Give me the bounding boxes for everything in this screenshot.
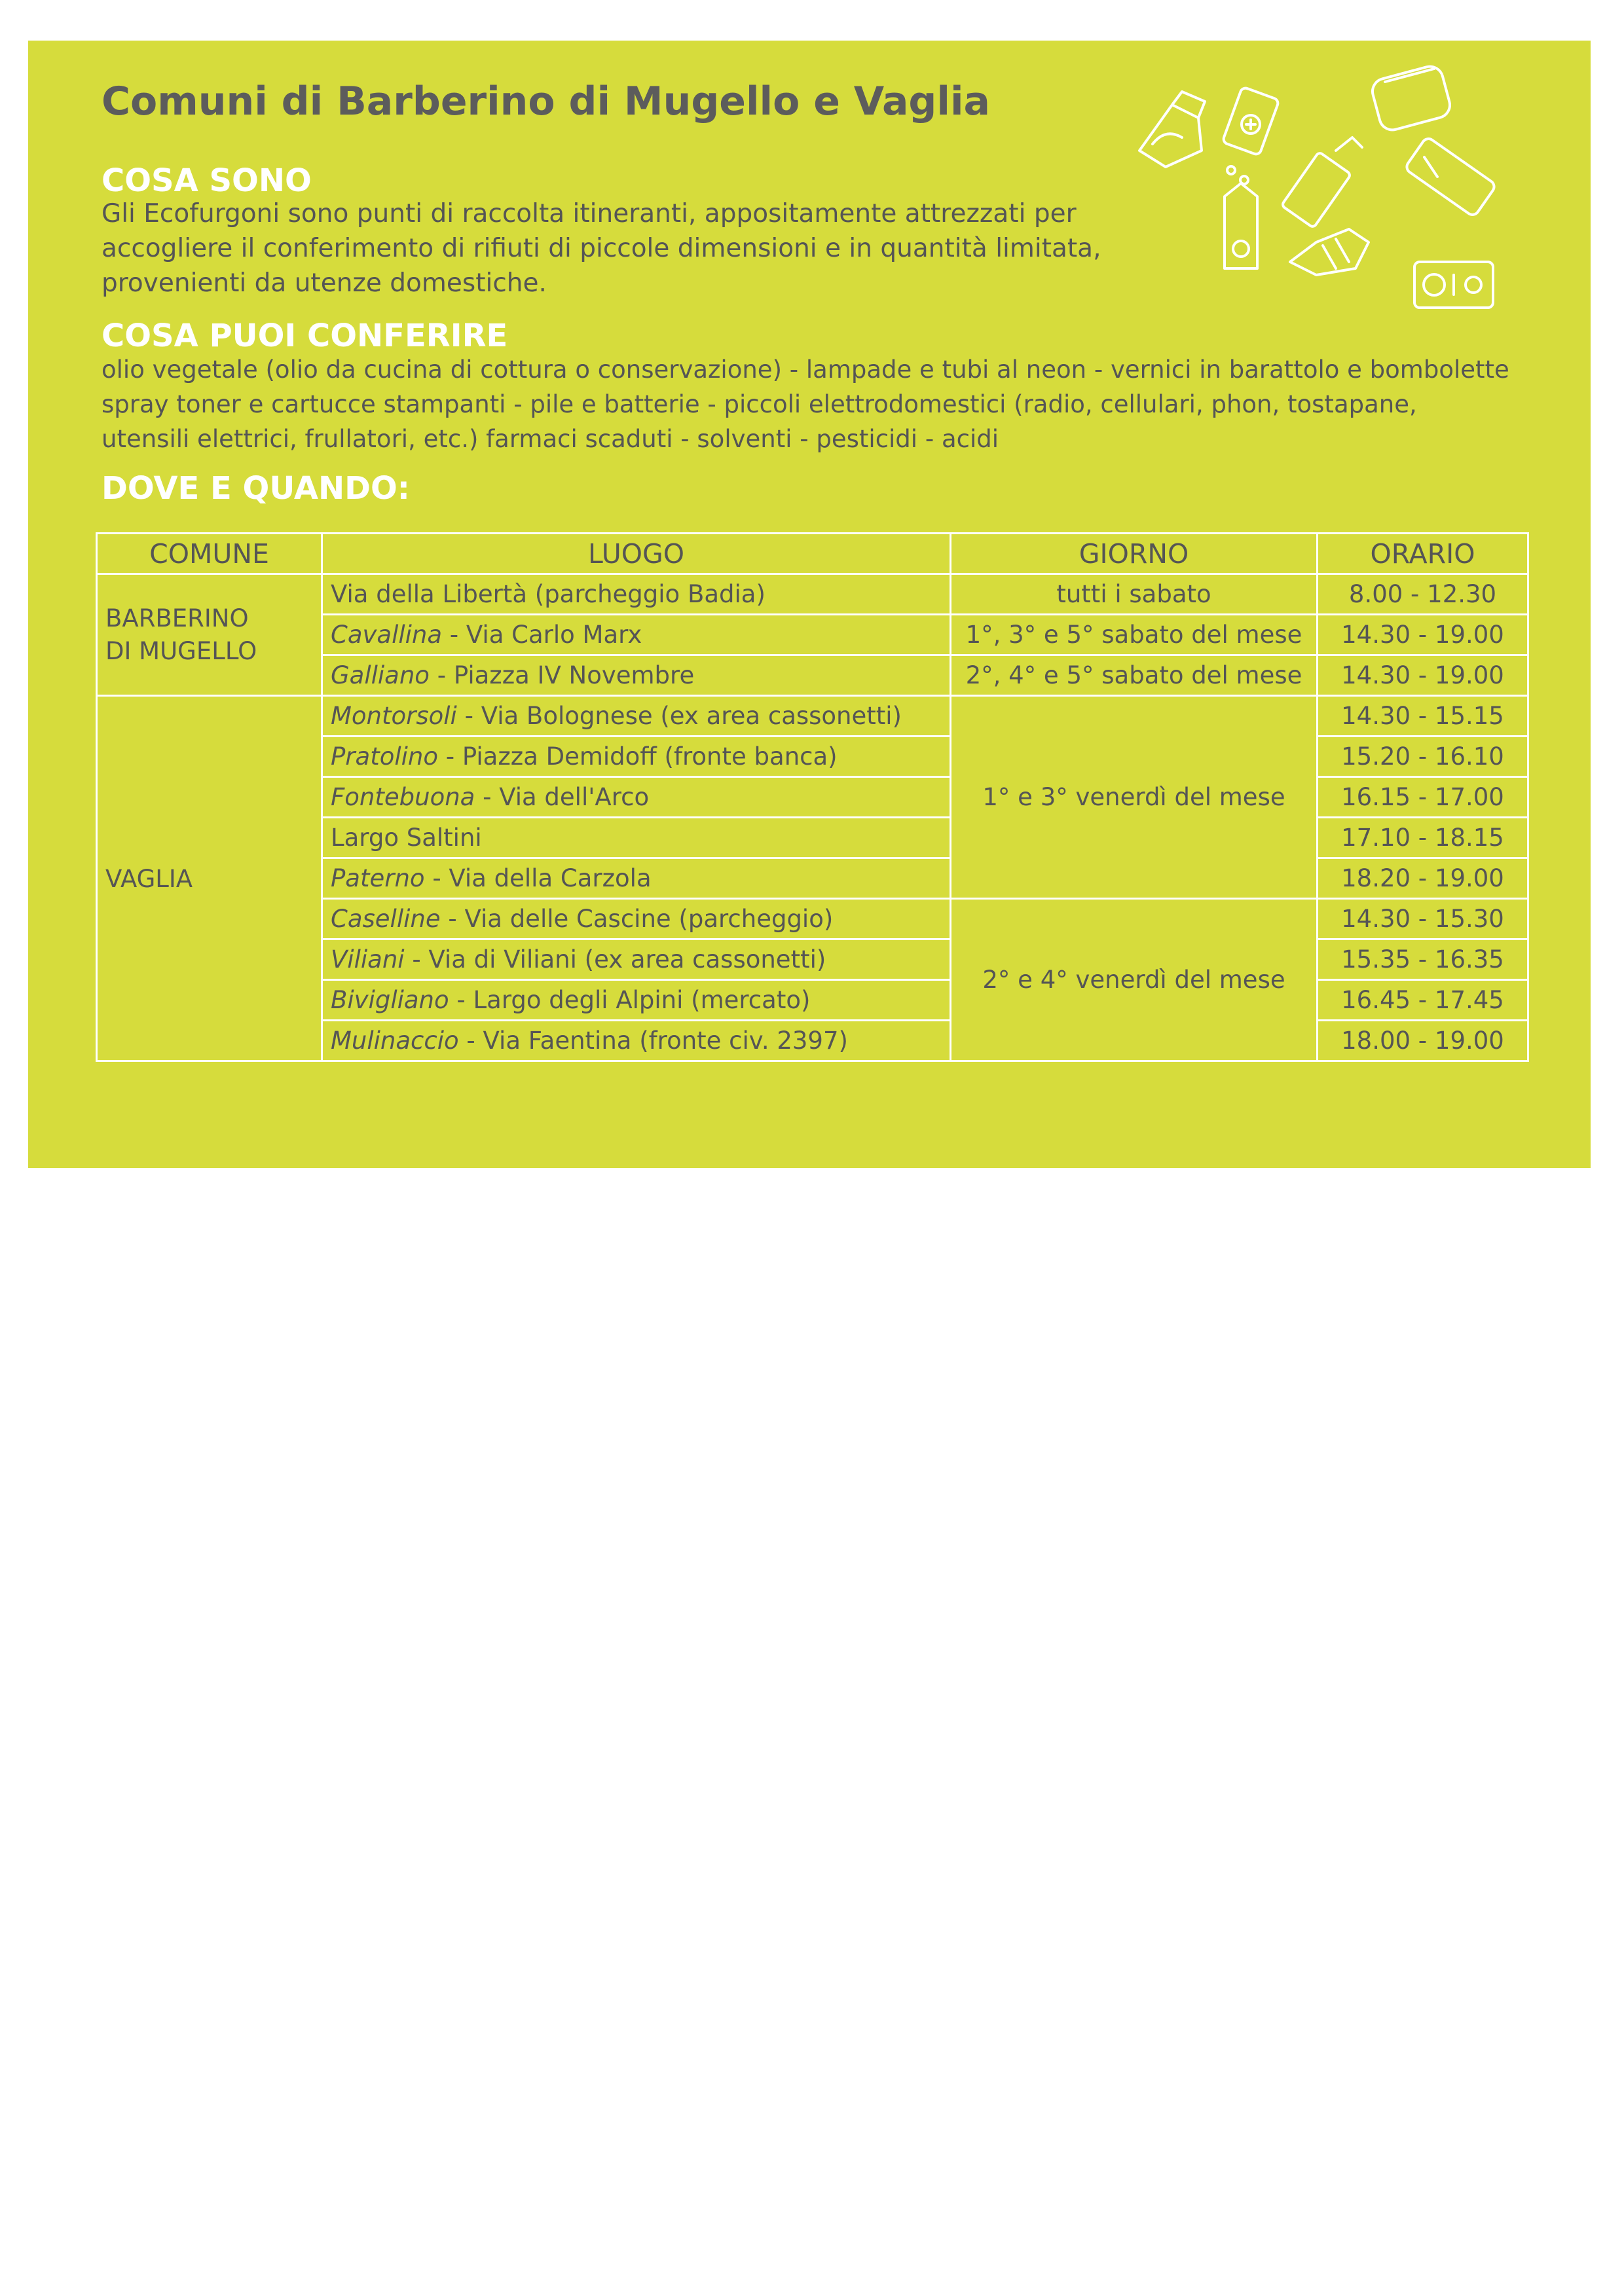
place-cell — [322, 615, 951, 655]
time-cell: 17.10 - 18.15 — [1318, 818, 1528, 858]
comune-vaglia — [97, 696, 322, 1061]
locality-name: Montorsoli — [331, 702, 457, 730]
place-address: - Via dell'Arco — [475, 783, 650, 811]
table-header-row — [97, 534, 1528, 574]
waste-icons-illustration — [1126, 52, 1519, 334]
locality-name: Fontebuona — [331, 783, 475, 811]
place-cell — [322, 655, 951, 696]
place-address: - Piazza IV Novembre — [429, 661, 695, 689]
column-header-orario: ORARIO — [1318, 534, 1528, 574]
place-cell — [322, 696, 951, 737]
locality-name: Pratolino — [331, 742, 438, 771]
table-row — [97, 574, 1528, 615]
bottle-icon — [1225, 183, 1257, 268]
place-address: - Via Bolognese (ex area cassonetti) — [456, 702, 902, 730]
text-line: olio vegetale (olio da cucina di cottura o conservazione) - lampade e tubi al neon - vernici in barattolo e bombolette — [101, 355, 1509, 384]
section-heading-cosa-puoi-conferire: COSA PUOI CONFERIRE — [101, 318, 508, 354]
comune-barberino — [97, 574, 322, 696]
day-cell: 1° e 3° venerdì del mese — [951, 696, 1318, 899]
column-header-giorno: GIORNO — [951, 534, 1318, 574]
place-address: - Piazza Demidoff (fronte banca) — [438, 742, 838, 771]
place-cell — [322, 980, 951, 1021]
place-cell — [322, 1021, 951, 1061]
comune-name-line: VAGLIA — [105, 865, 193, 893]
place-cell — [322, 574, 951, 615]
comune-name-line: DI MUGELLO — [105, 636, 257, 665]
column-header-comune: COMUNE — [97, 534, 322, 574]
place-address: Via della Libertà (parcheggio Badia) — [331, 580, 766, 608]
place-cell — [322, 939, 951, 980]
mixer-icon — [1139, 92, 1205, 167]
time-cell: 14.30 - 15.30 — [1318, 899, 1528, 939]
locality-name: Bivigliano — [331, 986, 449, 1014]
place-cell — [322, 899, 951, 939]
place-address: - Via delle Cascine (parcheggio) — [440, 905, 834, 933]
locality-name: Caselline — [331, 905, 441, 933]
place-address: - Via Faentina (fronte civ. 2397) — [458, 1027, 848, 1055]
spray-can-icon — [1282, 137, 1362, 228]
text-line: provenienti da utenze domestiche. — [101, 268, 547, 298]
locality-name: Cavallina — [331, 621, 443, 649]
schedule-table — [96, 532, 1529, 1062]
place-cell — [322, 818, 951, 858]
day-cell: 1°, 3° e 5° sabato del mese — [951, 615, 1318, 655]
locality-name: Paterno — [331, 864, 425, 892]
column-header-luogo: LUOGO — [322, 534, 951, 574]
time-cell: 14.30 - 19.00 — [1318, 655, 1528, 696]
page-title: Comuni di Barberino di Mugello e Vaglia — [101, 79, 991, 124]
place-address: - Largo degli Alpini (mercato) — [449, 986, 811, 1014]
time-cell: 15.20 - 16.10 — [1318, 737, 1528, 777]
comune-name-line: BARBERINO — [105, 604, 249, 632]
place-address: - Via della Carzola — [424, 864, 652, 892]
battery-icon — [1405, 136, 1497, 217]
locality-name: Viliani — [331, 945, 405, 974]
place-cell — [322, 737, 951, 777]
time-cell: 18.00 - 19.00 — [1318, 1021, 1528, 1061]
locality-name: Galliano — [331, 661, 430, 689]
day-cell: 2°, 4° e 5° sabato del mese — [951, 655, 1318, 696]
section-heading-cosa-sono: COSA SONO — [101, 162, 312, 199]
section-heading-dove-e-quando: DOVE E QUANDO: — [101, 470, 410, 507]
day-cell: tutti i sabato — [951, 574, 1318, 615]
time-cell: 14.30 - 19.00 — [1318, 615, 1528, 655]
time-cell: 18.20 - 19.00 — [1318, 858, 1528, 899]
text-line: Gli Ecofurgoni sono punti di raccolta itineranti, appositamente attrezzati per — [101, 199, 1077, 228]
text-line: accogliere il conferimento di rifiuti di piccole dimensioni e in quantità limitata, — [101, 234, 1101, 263]
text-line: utensili elettrici, frullatori, etc.) farmaci scaduti - solventi - pesticidi - acidi — [101, 425, 999, 453]
place-address: - Via Carlo Marx — [442, 621, 642, 649]
text-line: spray toner e cartucce stampanti - pile e batterie - piccoli elettrodomestici (radio, cellulari, phon, tostapane, — [101, 390, 1417, 418]
day-cell: 2° e 4° venerdì del mese — [951, 899, 1318, 1061]
time-cell: 16.15 - 17.00 — [1318, 777, 1528, 818]
time-cell: 16.45 - 17.45 — [1318, 980, 1528, 1021]
locality-name: Mulinaccio — [331, 1027, 459, 1055]
light-bulb-icon — [1290, 229, 1369, 275]
time-cell: 14.30 - 15.15 — [1318, 696, 1528, 737]
time-cell: 15.35 - 16.35 — [1318, 939, 1528, 980]
cosa-sono-text — [101, 196, 1101, 301]
time-cell: 8.00 - 12.30 — [1318, 574, 1528, 615]
table-row — [97, 696, 1528, 737]
cosa-puoi-conferire-text — [101, 352, 1509, 456]
medicine-bottle-icon — [1222, 86, 1279, 184]
toaster-icon — [1370, 64, 1453, 133]
radio-icon — [1414, 262, 1493, 308]
place-address: Largo Saltini — [331, 824, 482, 852]
place-cell — [322, 858, 951, 899]
place-cell — [322, 777, 951, 818]
place-address: - Via di Viliani (ex area cassonetti) — [404, 945, 826, 974]
